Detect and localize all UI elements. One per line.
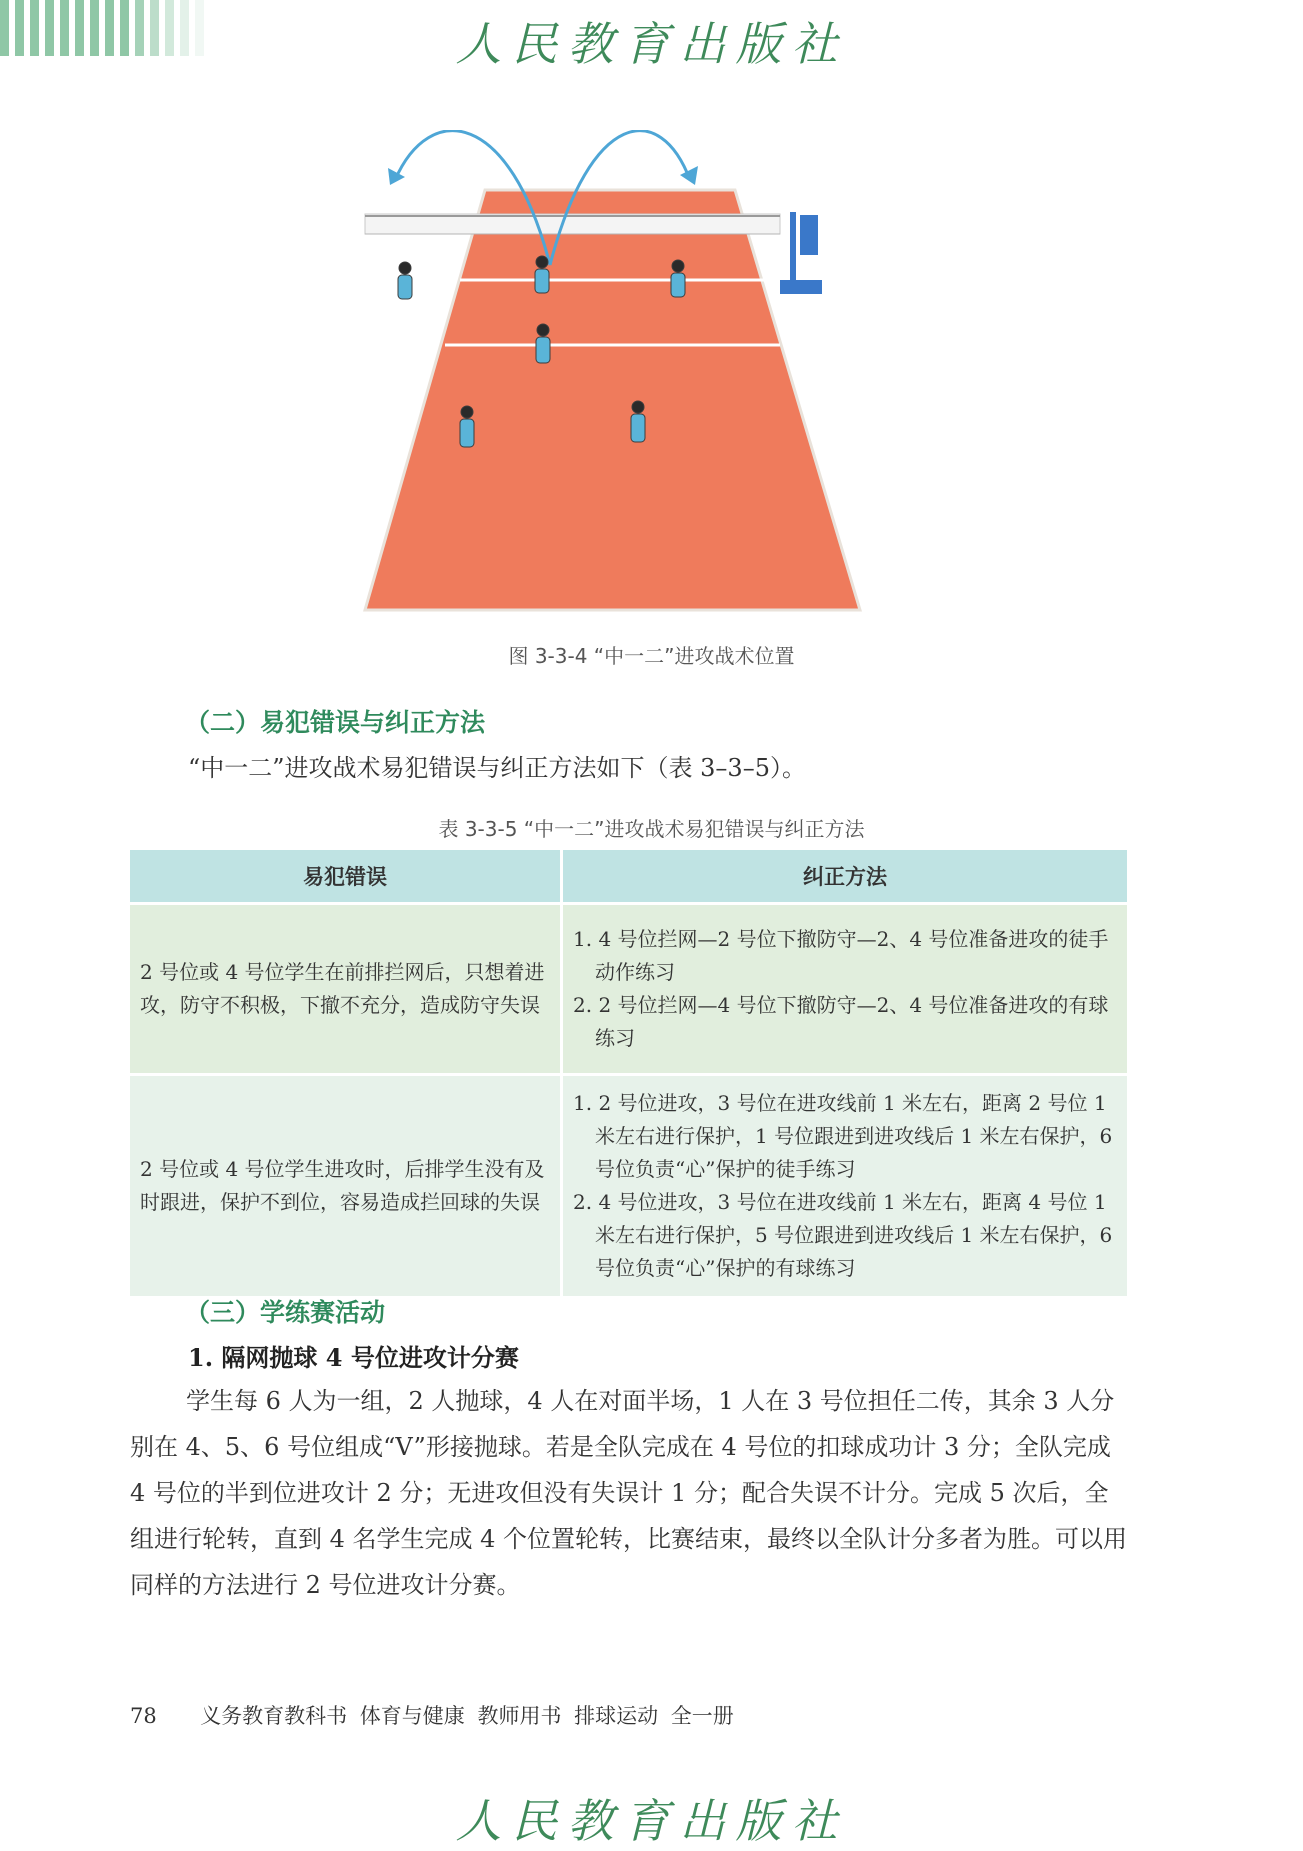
table-cell-method: [562, 904, 1129, 1075]
player-6: [536, 324, 550, 363]
page-footer: [130, 1700, 734, 1730]
table-cell-error: 2 号位或 4 号位学生进攻时，后排学生没有及时跟进，保护不到位，容易造成拦回球的失误: [130, 1075, 562, 1297]
publisher-logo-bottom: 人民教育出版社: [455, 1794, 848, 1848]
table-row: [130, 904, 1129, 1075]
figure-caption: 图 3-3-4 “中一二”进攻战术位置: [508, 644, 795, 668]
referee-stand: [780, 212, 822, 294]
method-item: 2. 2 号位拦网—4 号位下撤防守—2、4 号位准备进攻的有球练习: [573, 993, 1109, 1050]
player-5: [460, 406, 474, 447]
player-4: [398, 262, 412, 299]
volleyball-court-figure: [360, 130, 940, 620]
table-row: [130, 1075, 1129, 1297]
table-cell-error: 2 号位或 4 号位学生在前排拦网后，只想着进攻，防守不积极，下撤不充分，造成防守失误: [130, 904, 562, 1075]
section-heading-errors: （二）易犯错误与纠正方法: [185, 708, 486, 737]
table-header-method: 纠正方法: [562, 850, 1129, 904]
section-intro: “中一二”进攻战术易犯错误与纠正方法如下（表 3–3–5）。: [188, 754, 806, 782]
player-2: [671, 260, 685, 297]
player-3: [535, 256, 549, 293]
table-caption: 表 3-3-5 “中一二”进攻战术易犯错误与纠正方法: [438, 817, 865, 841]
method-item: 2. 4 号位进攻，3 号位在进攻线前 1 米左右，距离 4 号位 1 米左右进行保护，5 号位跟进到进攻线后 1 米左右保护，6 号位负责“心”保护的有球练习: [573, 1190, 1113, 1280]
player-1: [631, 401, 645, 442]
table-header-error: 易犯错误: [130, 850, 562, 904]
method-item: 1. 4 号位拦网—2 号位下撤防守—2、4 号位准备进攻的徒手动作练习: [573, 927, 1109, 984]
section-heading-activities: （三）学练赛活动: [185, 1298, 386, 1327]
errors-table: [130, 850, 1130, 1296]
page-number: 78: [130, 1704, 157, 1728]
activity-paragraph: 学生每 6 人为一组，2 人抛球，4 人在对面半场，1 人在 3 号位担任二传，其余 3 人分别在 4、5、6 号位组成“V”形接抛球。若是全队完成在 4 号位的扣球成功计 3 分；全队完成 4 号位的半到位进攻计 2 分；无进攻但没有失误计 1 分；配合失误不计分。完成 5 次后，全组进行轮转，直到 4 名学生完成 4 个位置轮转，比赛结束，最终以全队计分多者为胜。可以用同样的方法进行 2 号位进攻计分赛。: [130, 1387, 1128, 1599]
publisher-logo-top: 人民教育出版社: [455, 17, 848, 71]
table-cell-method: [562, 1075, 1129, 1297]
court: [365, 190, 860, 610]
book-title: 义务教育教科书 体育与健康 教师用书 排球运动 全一册: [200, 1704, 734, 1728]
activity-title: 1. 隔网抛球 4 号位进攻计分赛: [188, 1343, 519, 1372]
method-item: 1. 2 号位进攻，3 号位在进攻线前 1 米左右，距离 2 号位 1 米左右进行保护，1 号位跟进到进攻线后 1 米左右保护，6 号位负责“心”保护的徒手练习: [573, 1091, 1113, 1181]
